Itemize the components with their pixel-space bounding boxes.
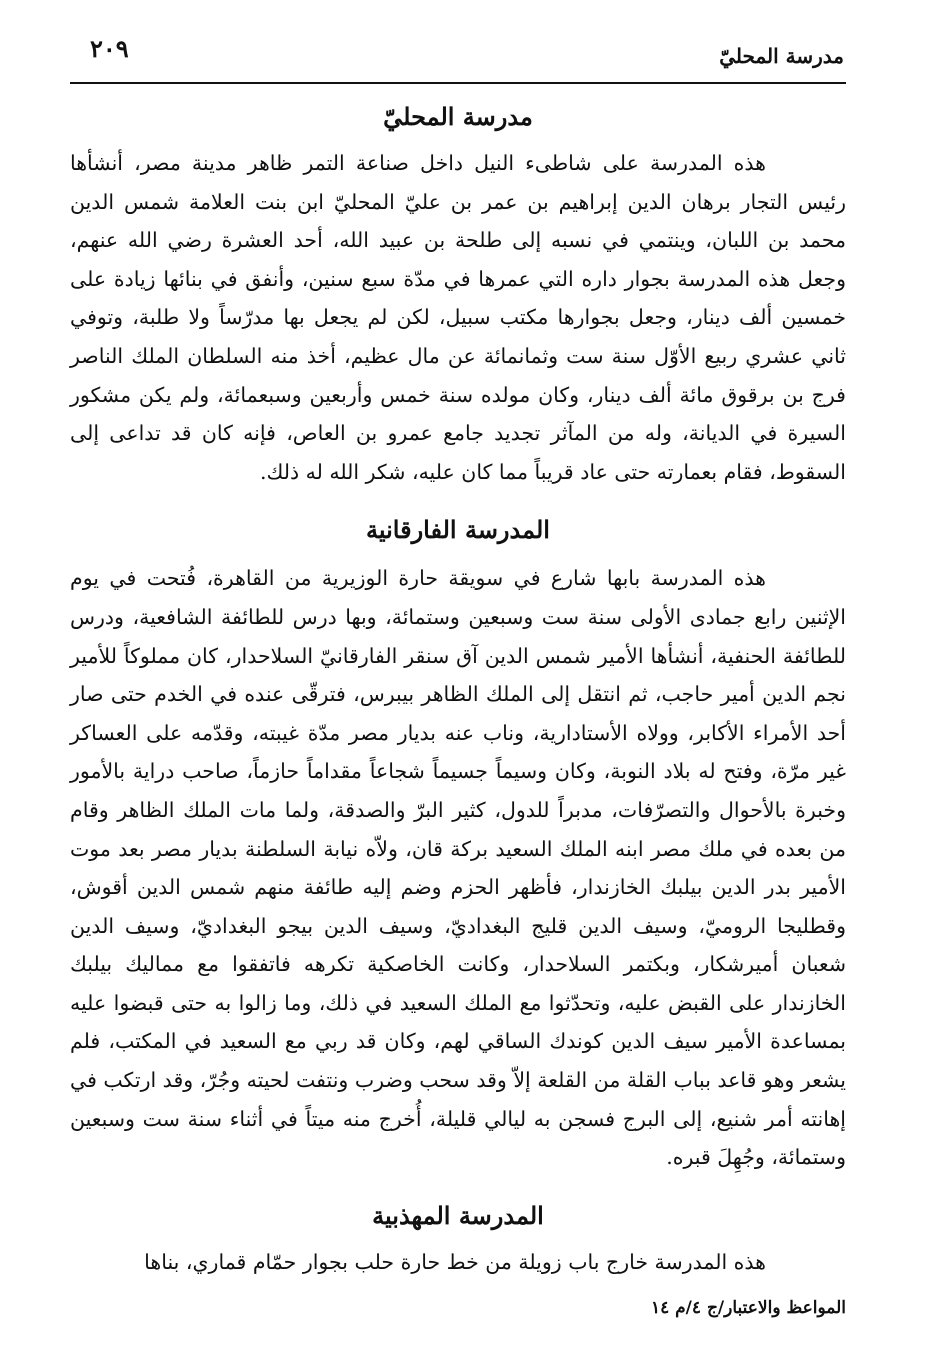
footer-signature: المواعظ والاعتبار/ج ٤/م ١٤ — [650, 1298, 846, 1318]
section-paragraph: هذه المدرسة خارج باب زويلة من خط حارة حلب بجوار حمّام قماري، بناها — [144, 1249, 766, 1274]
running-header — [70, 30, 846, 84]
section-title: مدرسة المحليّ — [383, 102, 533, 131]
section-paragraph: هذه المدرسة بابها شارع في سويقة حارة الوزيرية من القاهرة، فُتحت في يوم الإثنين رابع جمادى الأولى سنة ست وسبعين وستمائة، وبها درس للطائفة الشافعية، ودرس للطائفة الحنفية، أنشأها الأمير شمس الدين آق سنقر الفارقانيّ السلاحدار، كان مملوكاً للأمير نجم الدين أمير حاجب، ثم انتقل إلى الملك الظاهر بيبرس، فترقّى عنده في الخدم حتى صار أحد الأمراء الأكابر، وولاه الأستادارية، وناب عنه بديار مصر مدّة غيبته، وقدّمه على العساكر غير مرّة، وفتح له بلاد النوبة، وكان وسيماً جسيماً شجاعاً مقداماً حازماً، صاحب دراية بالأمور وخبرة بالأحوال والتصرّفات، مدبراً للدول، كثير البرّ والصدقة، ولما مات الملك الظاهر وقام من بعده في ملك مصر ابنه الملك السعيد بركة قان، ولاّه نيابة السلطنة بديار مصر بعد موت الأمير بدر الدين بيلبك الخازندار، فأظهر الحزم وضم إليه طائفة منهم شمس الدين أقوش، وقطليجا الروميّ، وسيف الدين قليج البغداديّ، وسيف الدين بيجو البغداديّ، وسيف الدين شعبان أميرشكار، وبكتمر السلاحدار، وكانت الخاصكية تكرهه فاتفقوا مع مماليك بيلبك الخازندار على القبض عليه، وتحدّثوا مع الملك السعيد في ذلك، وما زالوا به حتى قبضوا عليه بمساعدة الأمير سيف الدين كوندك الساقي لهم، وكان قد ربي مع السعيد في المكتب، فلم يشعر وهو قاعد بباب القلة من القلعة إلاّ وقد سحب وضرب ونتفت لحيته وجُرّ، وقد ارتكب في إهانته أمر شنيع، إلى البرج فسجن به ليالي قليلة، أُخرج منه ميتاً في أثناء سنة ست وسبعين وستمائة، وجُهِلَ قبره. — [70, 566, 846, 1170]
page-number: ٢٠٩ — [90, 34, 129, 63]
section-fariqaniya — [70, 511, 846, 1177]
section-title: المدرسة المهذبية — [372, 1200, 544, 1230]
section-paragraph: هذه المدرسة على شاطىء النيل داخل صناعة التمر ظاهر مدينة مصر، أنشأها رئيس التجار برهان الدين إبراهيم بن عمر بن عليّ المحليّ ابن بنت العلامة شمس الدين محمد بن اللبان، وينتمي في نسبه إلى طلحة بن عبيد الله، أحد العشرة رضي الله عنهم، وجعل هذه المدرسة بجوار داره التي عمرها في مدّة سبع سنين، وأنفق في بنائها زيادة على خمسين ألف دينار، وجعل بجوارها مكتب سبيل، لكن لم يجعل بها مدرّساً ولا طلبة، وتوفي ثاني عشري ربيع الأوّل سنة ست وثمانمائة عن مال عظيم، أخذ منه السلطان الملك الناصر فرج بن برقوق مائة ألف دينار، وكان مولده سنة خمس وأربعين وسبعمائة، ولم يكن مشكور السيرة في الديانة، وله من المآثر تجديد جامع عمرو بن العاص، فإنه كان قد تداعى إلى السقوط، فقام بعمارته حتى عاد قريباً مما كان عليه، شكر الله له ذلك. — [70, 151, 846, 484]
section-mahalli — [70, 98, 846, 491]
section-muhadhabiya — [70, 1197, 846, 1282]
running-title: مدرسة المحليّ — [719, 44, 844, 68]
book-page — [70, 30, 846, 1365]
section-title: المدرسة الفارقانية — [366, 515, 550, 545]
